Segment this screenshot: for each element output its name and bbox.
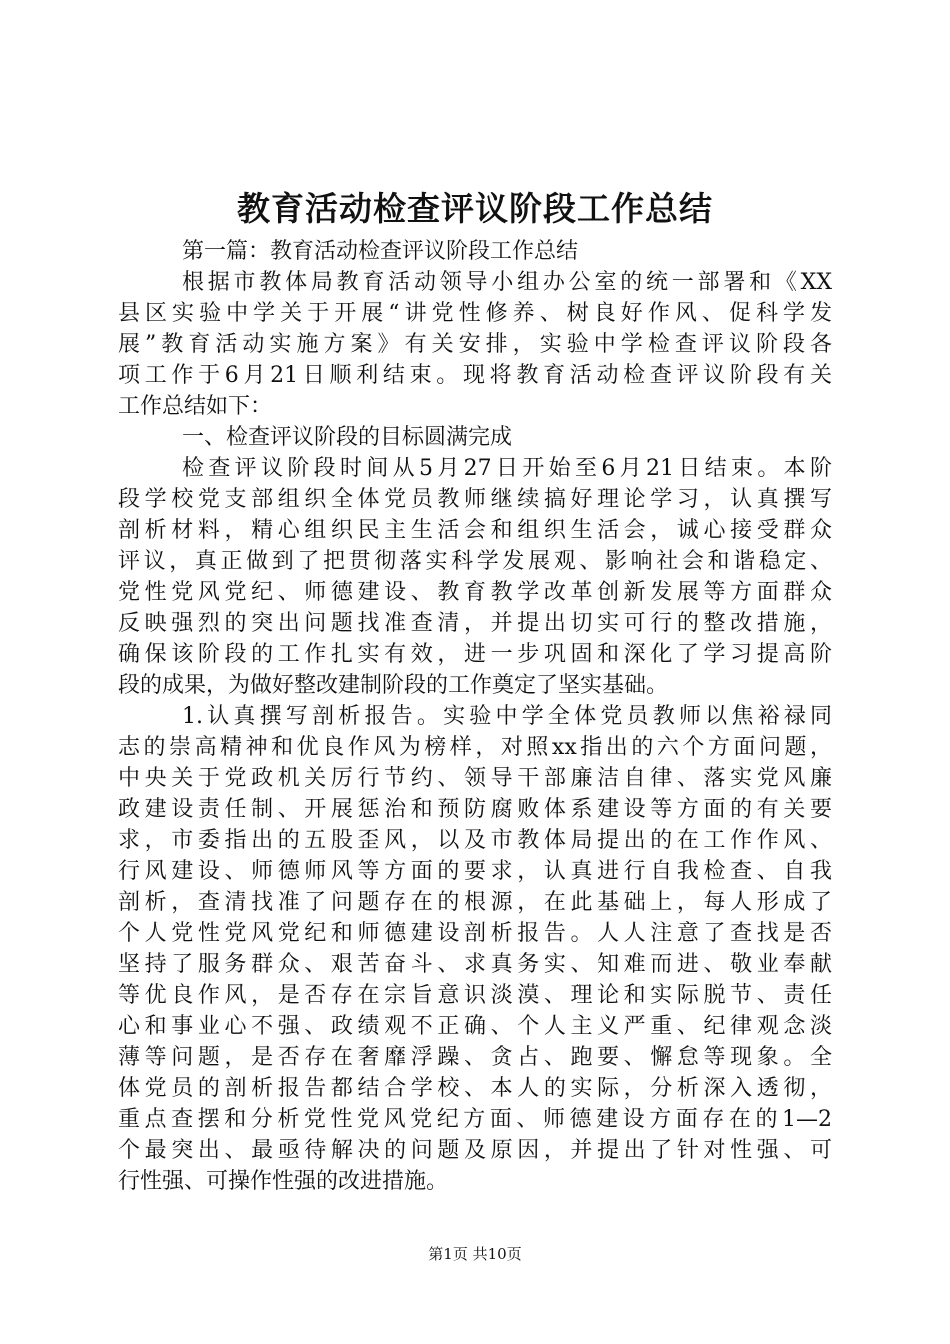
document-title: 教育活动检查评议阶段工作总结 [237,189,713,228]
paragraph-line: 中央关于党政机关厉行节约、领导干部廉洁自律、落实党风廉 [118,766,832,791]
paragraph-line: 1.认真撰写剖析报告。实验中学全体党员教师以焦裕禄同 [182,704,832,729]
paragraph-line: 个人党性党风党纪和师德建设剖析报告。人人注意了查找是否 [118,921,832,946]
paragraph-line: 剖析，查清找准了问题存在的根源，在此基础上，每人形成了 [118,890,832,915]
paragraph-line: 一、检查评议阶段的目标圆满完成 [182,425,513,450]
paragraph-line: 项工作于6月21日顺利结束。现将教育活动检查评议阶段有关 [118,363,832,388]
paragraph-line: 段的成果，为做好整改建制阶段的工作奠定了坚实基础。 [118,673,669,698]
paragraph-line: 重点查摆和分析党性党风党纪方面、师德建设方面存在的1—2 [118,1107,832,1132]
paragraph-line: 政建设责任制、开展惩治和预防腐败体系建设等方面的有关要 [118,797,832,822]
paragraph-line: 确保该阶段的工作扎实有效，进一步巩固和深化了学习提高阶 [118,642,832,667]
paragraph [118,236,832,267]
paragraph-line: 心和事业心不强、政绩观不正确、个人主义严重、纪律观念淡 [118,1014,832,1039]
paragraph-line: 体党员的剖析报告都结合学校、本人的实际，分析深入透彻， [118,1076,832,1101]
paragraph [118,701,832,1197]
paragraph-line: 第一篇：教育活动检查评议阶段工作总结 [182,239,579,264]
paragraph-line: 志的崇高精神和优良作风为榜样，对照xx指出的六个方面问题， [118,735,832,760]
paragraph-line: 行风建设、师德师风等方面的要求，认真进行自我检查、自我 [118,859,832,884]
document-body [118,236,832,1197]
paragraph-line: 评议，真正做到了把贯彻落实科学发展观、影响社会和谐稳定、 [118,549,832,574]
paragraph-line: 根据市教体局教育活动领导小组办公室的统一部署和《XX [182,270,832,295]
paragraph-line: 行性强、可操作性强的改进措施。 [118,1169,449,1194]
paragraph-line: 检查评议阶段时间从5月27日开始至6月21日结束。本阶 [182,456,832,481]
paragraph-line: 个最突出、最亟待解决的问题及原因，并提出了针对性强、可 [118,1138,832,1163]
paragraph-line: 县区实验中学关于开展“讲党性修养、树良好作风、促科学发 [118,301,832,326]
paragraph-line: 反映强烈的突出问题找准查清，并提出切实可行的整改措施， [118,611,832,636]
paragraph [118,267,832,422]
paragraph-line: 党性党风党纪、师德建设、教育教学改革创新发展等方面群众 [118,580,832,605]
page-footer: 第1页 共10页 [428,1245,522,1263]
paragraph-line: 工作总结如下： [118,394,273,419]
paragraph-line: 薄等问题，是否存在奢靡浮躁、贪占、跑要、懈怠等现象。全 [118,1045,832,1070]
paragraph [118,453,832,701]
paragraph-line: 剖析材料，精心组织民主生活会和组织生活会，诚心接受群众 [118,518,832,543]
paragraph [118,422,832,453]
paragraph-line: 等优良作风，是否存在宗旨意识淡漠、理论和实际脱节、责任 [118,983,832,1008]
paragraph-line: 段学校党支部组织全体党员教师继续搞好理论学习，认真撰写 [118,487,832,512]
paragraph-line: 坚持了服务群众、艰苦奋斗、求真务实、知难而进、敬业奉献 [118,952,832,977]
paragraph-line: 求，市委指出的五股歪风，以及市教体局提出的在工作作风、 [118,828,832,853]
paragraph-line: 展”教育活动实施方案》有关安排，实验中学检查评议阶段各 [118,332,832,357]
